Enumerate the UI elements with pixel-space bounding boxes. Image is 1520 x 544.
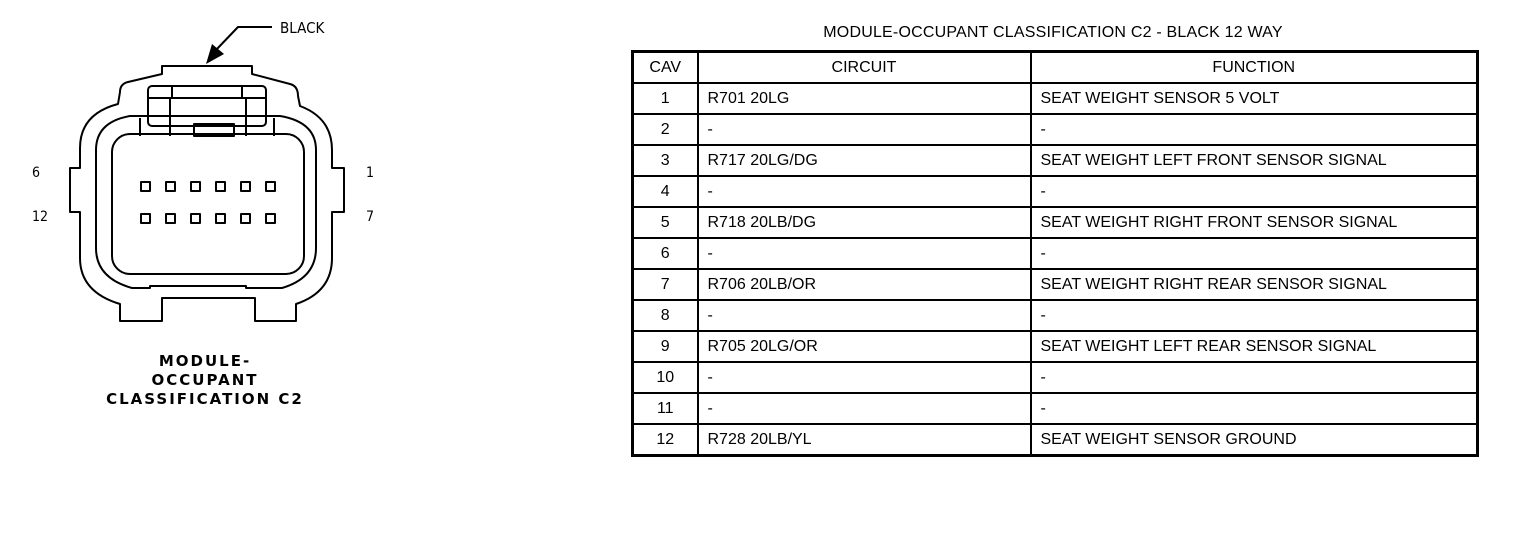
pin-cavity-3 [216,182,225,191]
caption-line: MODULE- [158,352,252,370]
pin-cavity-2 [241,182,250,191]
function-cell: - [1031,393,1478,424]
cav-cell: 5 [633,207,698,238]
circuit-cell: - [698,238,1031,269]
table-header-row [633,52,1478,84]
circuit-cell: - [698,362,1031,393]
cav-cell: 11 [633,393,698,424]
circuit-cell: R705 20LG/OR [698,331,1031,362]
leader-line [216,27,272,50]
circuit-cell: R728 20LB/YL [698,424,1031,456]
function-cell: SEAT WEIGHT SENSOR GROUND [1031,424,1478,456]
circuit-cell: R701 20LG [698,83,1031,114]
function-cell: SEAT WEIGHT RIGHT FRONT SENSOR SIGNAL [1031,207,1478,238]
connector-latch [148,86,266,126]
function-cell: - [1031,300,1478,331]
function-cell: SEAT WEIGHT LEFT FRONT SENSOR SIGNAL [1031,145,1478,176]
circuit-cell: R718 20LB/DG [698,207,1031,238]
circuit-cell: R717 20LG/DG [698,145,1031,176]
pin-cavity-5 [166,182,175,191]
cav-cell: 3 [633,145,698,176]
pin-label-bottom-left: 12 [32,209,49,225]
caption-line: OCCUPANT [151,371,259,389]
pin-cavity-4 [191,182,200,191]
header-function: FUNCTION [1031,52,1478,84]
pin-label-top-left: 6 [32,165,41,181]
cav-cell: 12 [633,424,698,456]
header-circuit: CIRCUIT [698,52,1031,84]
table-row [633,424,1478,456]
cav-cell: 4 [633,176,698,207]
cav-cell: 6 [633,238,698,269]
function-cell: SEAT WEIGHT SENSOR 5 VOLT [1031,83,1478,114]
table-row [633,238,1478,269]
leader-arrowhead [206,44,224,64]
circuit-cell: - [698,300,1031,331]
pin-cavity-10 [191,214,200,223]
pin-cavity-9 [216,214,225,223]
header-cav: CAV [633,52,698,84]
table-title: MODULE-OCCUPANT CLASSIFICATION C2 - BLACK 12 WAY [823,24,1283,41]
table-row [633,269,1478,300]
pin-cavity-12 [141,214,150,223]
circuit-cell: - [698,393,1031,424]
table-row [633,393,1478,424]
table-row [633,362,1478,393]
table-row [633,176,1478,207]
table-row [633,114,1478,145]
latch-top-slot [172,86,242,98]
cav-cell: 7 [633,269,698,300]
connector-inner-face [112,134,304,274]
table-row [633,331,1478,362]
caption-line: CLASSIFICATION C2 [106,390,304,408]
pin-cavity-8 [241,214,250,223]
cav-cell: 10 [633,362,698,393]
table-row [633,207,1478,238]
cav-cell: 9 [633,331,698,362]
connector-caption [100,352,310,409]
function-cell: SEAT WEIGHT LEFT REAR SENSOR SIGNAL [1031,331,1478,362]
function-cell: SEAT WEIGHT RIGHT REAR SENSOR SIGNAL [1031,269,1478,300]
cav-cell: 1 [633,83,698,114]
table-row [633,300,1478,331]
cav-cell: 8 [633,300,698,331]
pin-label-bottom-right: 7 [366,209,375,225]
table-row [633,145,1478,176]
pin-cavity-7 [266,214,275,223]
connector-diagram [0,0,620,544]
pin-cavity-1 [266,182,275,191]
circuit-cell: - [698,176,1031,207]
pin-label-top-right: 1 [366,165,375,181]
function-cell: - [1031,176,1478,207]
function-cell: - [1031,114,1478,145]
table-row [633,83,1478,114]
connector-mid-outline [96,116,316,288]
function-cell: - [1031,238,1478,269]
circuit-cell: - [698,114,1031,145]
color-label: BLACK [280,19,325,37]
pin-cavity-6 [141,182,150,191]
pin-cavity-11 [166,214,175,223]
cav-cell: 2 [633,114,698,145]
circuit-cell: R706 20LB/OR [698,269,1031,300]
function-cell: - [1031,362,1478,393]
pinout-table [631,50,1479,457]
